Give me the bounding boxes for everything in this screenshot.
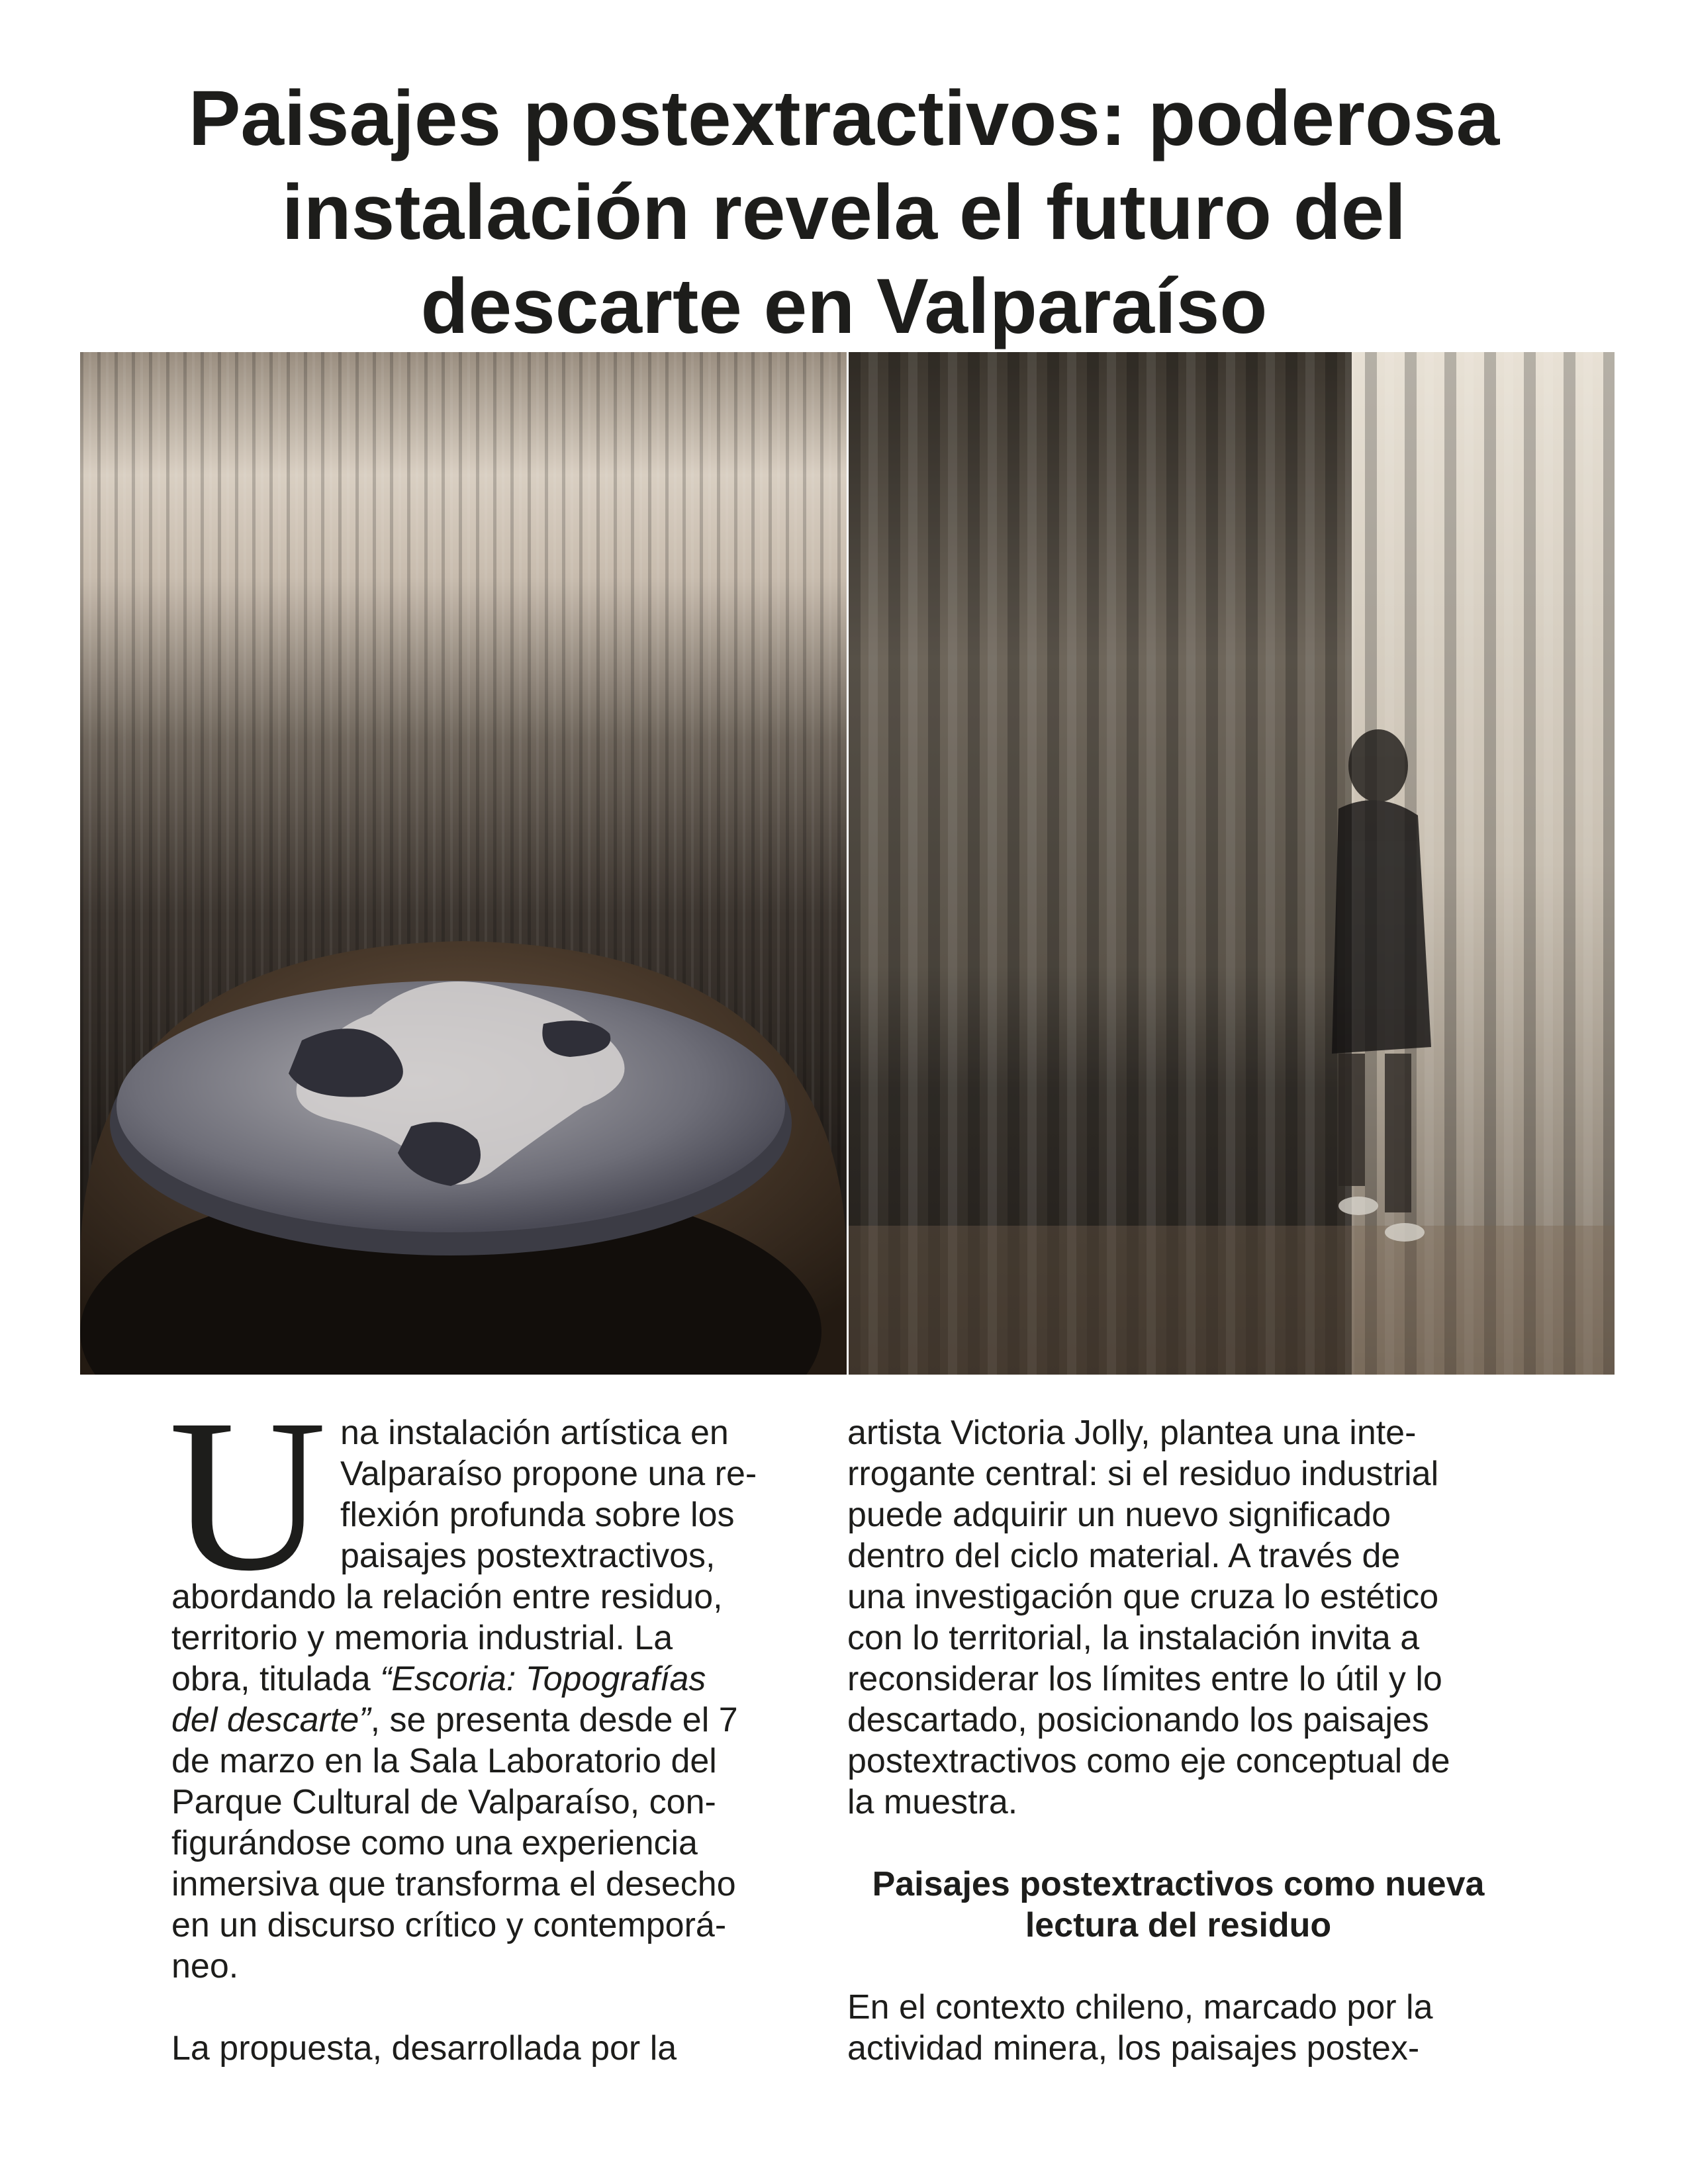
body-line: actividad minera, los paisajes postex- (847, 2029, 1420, 2068)
article-body-right (847, 1412, 1509, 2069)
body-line (171, 1700, 787, 1741)
section-subheading (847, 1864, 1509, 1946)
body-line: la muestra. (847, 1783, 1018, 1821)
body-line: con lo territorial, la instalación invita a (847, 1619, 1420, 1657)
body-line: neo. (171, 1947, 239, 1985)
article-title (79, 71, 1609, 353)
body-line: de marzo en la Sala Laboratorio del (171, 1742, 717, 1780)
body-text: obra, titulada (171, 1660, 371, 1698)
body-line: Valparaíso propone una re- (340, 1455, 757, 1493)
body-line: una investigación que cruza lo estético (847, 1578, 1439, 1616)
subheading-line: Paisajes postextractivos como nueva (872, 1865, 1485, 1903)
body-line: En el contexto chileno, marcado por la (847, 1988, 1433, 2026)
body-line: en un discurso crítico y contemporá- (171, 1906, 727, 1944)
article-body-left (169, 1375, 787, 2069)
body-line: abordando la relación entre residuo, (171, 1578, 723, 1616)
drop-cap: U (169, 1375, 327, 1616)
body-line: artista Victoria Jolly, plantea una inte- (847, 1414, 1417, 1452)
body-line: figurándose como una experiencia (171, 1824, 698, 1862)
body-line: Parque Cultural de Valparaíso, con- (171, 1783, 716, 1821)
body-line: La propuesta, desarrollada por la (171, 2029, 677, 2068)
curtain-visitor-photo (849, 352, 1615, 1375)
body-line: inmersiva que transforma el desecho (171, 1865, 736, 1903)
installation-disc-photo (80, 352, 847, 1375)
body-line: na instalación artística en (340, 1414, 729, 1452)
body-line: descartado, posicionando los paisajes (847, 1701, 1429, 1739)
body-line: dentro del ciclo material. A través de (847, 1537, 1401, 1575)
body-line: reconsiderar los límites entre lo útil y lo (847, 1660, 1442, 1698)
title-line: instalación revela el futuro del (281, 169, 1407, 256)
title-line: Paisajes postextractivos: poderosa (188, 75, 1500, 162)
body-line: flexión profunda sobre los (340, 1496, 735, 1534)
body-line (171, 1659, 787, 1700)
work-title: “Escoria: Topografías (380, 1660, 706, 1698)
body-line: territorio y memoria industrial. La (171, 1619, 673, 1657)
work-title: del descarte” (171, 1701, 371, 1739)
body-line: puede adquirir un nuevo significado (847, 1496, 1391, 1534)
body-line: paisajes postextractivos, (340, 1537, 716, 1575)
body-line: postextractivos como eje conceptual de (847, 1742, 1450, 1780)
title-line: descarte en Valparaíso (420, 263, 1268, 350)
subheading-line: lectura del residuo (1025, 1906, 1332, 1944)
body-line: rrogante central: si el residuo industrial (847, 1455, 1439, 1493)
body-text: , se presenta desde el 7 (370, 1701, 738, 1739)
